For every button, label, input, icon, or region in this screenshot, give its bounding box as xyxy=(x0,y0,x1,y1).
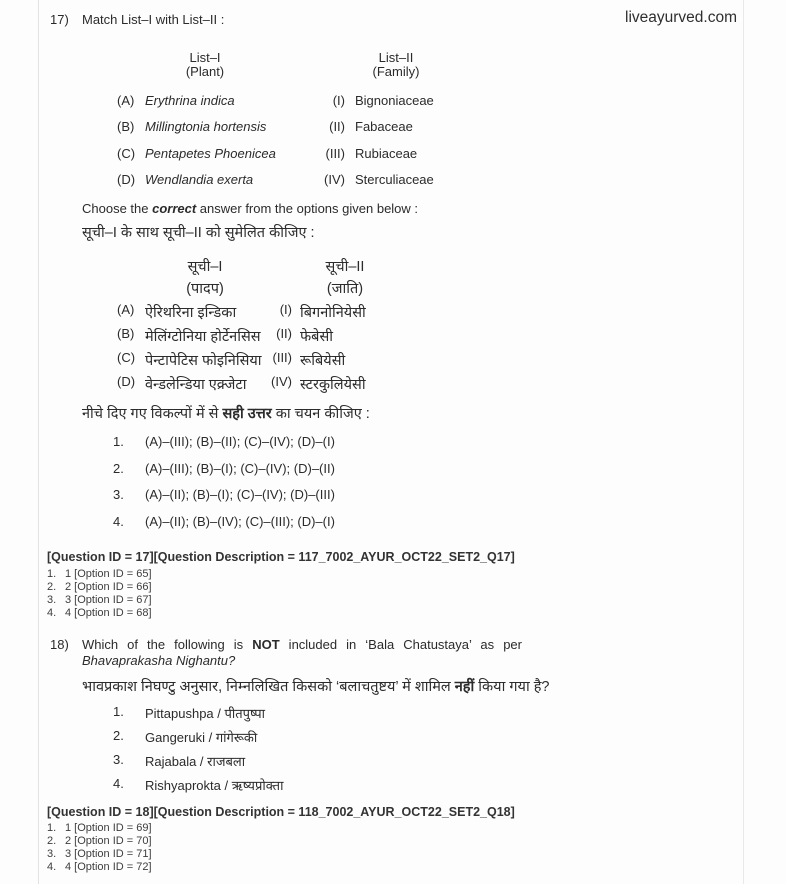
q18-prompt-hi xyxy=(82,676,550,696)
option-number: 4. xyxy=(113,776,124,791)
q17-choose-hi xyxy=(82,403,370,423)
family-name: Bignoniaceae xyxy=(355,93,434,108)
q17-meta-header: [Question ID = 17][Question Description = 117_7002_AYUR_OCT22_SET2_Q17] xyxy=(47,550,515,564)
q17-meta-option xyxy=(0,568,786,582)
option-number: 3. xyxy=(113,487,124,502)
match-row-en xyxy=(0,172,786,192)
q17-number: 17) xyxy=(50,12,69,27)
choose-en-post: answer from the options given below : xyxy=(196,201,419,216)
choose-hi-post: का चयन कीजिए : xyxy=(271,406,370,422)
q18-en-pre: Which of the following is xyxy=(82,637,253,652)
option-number: 1. xyxy=(113,704,124,719)
meta-option-text: 4 [Option ID = 72] xyxy=(65,861,152,873)
list1-title-en: List–I xyxy=(189,50,221,65)
match-letter: (C) xyxy=(117,146,136,161)
roman-numeral: (II) xyxy=(329,119,345,134)
option-text: (A)–(III); (B)–(I); (C)–(IV); (D)–(II) xyxy=(145,461,335,476)
plant-name: Millingtonia hortensis xyxy=(145,119,267,134)
match-letter: (A) xyxy=(117,302,135,317)
meta-option-text: 2 [Option ID = 70] xyxy=(65,835,152,847)
choose-en-bold: correct xyxy=(152,201,197,216)
roman-numeral: (IV) xyxy=(324,172,345,187)
meta-option-number: 4. xyxy=(47,861,57,873)
meta-option-text: 3 [Option ID = 71] xyxy=(65,848,152,860)
roman-numeral: (I) xyxy=(332,93,345,108)
list2-title-en: List–II xyxy=(378,50,414,65)
meta-option-number: 3. xyxy=(47,594,57,606)
option-text: (A)–(II); (B)–(IV); (C)–(III); (D)–(I) xyxy=(145,514,335,529)
q17-option xyxy=(0,487,786,507)
roman-numeral: (III) xyxy=(272,350,292,365)
q17-meta-option xyxy=(0,594,786,608)
q17-prompt-en: Match List–I with List–II : xyxy=(82,12,225,27)
option-number: 3. xyxy=(113,752,124,767)
option-number: 4. xyxy=(113,514,124,529)
q18-meta-option xyxy=(0,861,786,875)
q18-en-bold: NOT xyxy=(252,637,280,652)
q17-choose-en xyxy=(82,201,418,216)
meta-option-number: 1. xyxy=(47,822,57,834)
option-text: (A)–(III); (B)–(II); (C)–(IV); (D)–(I) xyxy=(145,434,335,449)
meta-option-text: 3 [Option ID = 67] xyxy=(65,594,152,606)
option-text: Rajabala / राजबला xyxy=(145,754,246,769)
choose-hi-bold: सही उत्तर xyxy=(222,406,272,422)
family-name: Sterculiaceae xyxy=(355,172,434,187)
roman-numeral: (III) xyxy=(325,146,345,161)
list1-sub-en: (Plant) xyxy=(185,64,225,79)
match-letter: (C) xyxy=(117,350,136,365)
plant-name: ऐरिथरिना इन्डिका xyxy=(145,305,237,321)
q18-option xyxy=(0,728,786,748)
list1-title-hi: सूची–I xyxy=(187,259,223,275)
q18-meta-header: [Question ID = 18][Question Description = 118_7002_AYUR_OCT22_SET2_Q18] xyxy=(47,805,515,819)
choose-en-pre: Choose the xyxy=(82,201,153,216)
meta-option-number: 4. xyxy=(47,607,57,619)
q18-option xyxy=(0,776,786,796)
family-name: रूबियेसी xyxy=(300,353,346,369)
meta-option-text: 1 [Option ID = 69] xyxy=(65,822,152,834)
list1-sub-hi: (पादप) xyxy=(186,281,224,297)
option-text: (A)–(II); (B)–(I); (C)–(IV); (D)–(III) xyxy=(145,487,335,502)
plant-name: वेन्डलेन्डिया एक्र्जेटा xyxy=(145,377,247,393)
q17-option xyxy=(0,514,786,534)
match-row-en xyxy=(0,119,786,139)
plant-name: Erythrina indica xyxy=(145,93,235,108)
option-number: 2. xyxy=(113,728,124,743)
family-name: बिगनोनियेसी xyxy=(300,305,366,321)
meta-option-text: 2 [Option ID = 66] xyxy=(65,581,152,593)
site-watermark: liveayurved.com xyxy=(625,9,737,26)
roman-numeral: (IV) xyxy=(271,374,292,389)
meta-option-number: 2. xyxy=(47,835,57,847)
plant-name: Pentapetes Phoenicea xyxy=(145,146,276,161)
match-row-hi xyxy=(0,302,786,322)
q17-prompt-hi: सूची–I के साथ सूची–II को सुमेलित कीजिए : xyxy=(82,225,315,241)
meta-option-number: 3. xyxy=(47,848,57,860)
option-text: Pittapushpa / पीतपुष्पा xyxy=(145,706,265,721)
plant-name: मेलिंग्टोनिया होर्टेनसिस xyxy=(145,329,261,345)
meta-option-text: 4 [Option ID = 68] xyxy=(65,607,152,619)
q18-hi-bold: नहीं xyxy=(454,679,475,695)
family-name: Fabaceae xyxy=(355,119,413,134)
meta-option-number: 1. xyxy=(47,568,57,580)
q18-prompt-en-line2: Bhavaprakasha Nighantu? xyxy=(82,653,236,668)
q18-hi-post: किया गया है? xyxy=(474,679,550,695)
match-row-hi xyxy=(0,374,786,394)
plant-name: पेन्टापेटिस फोइनिसिया xyxy=(145,353,262,369)
meta-option-number: 2. xyxy=(47,581,57,593)
roman-numeral: (I) xyxy=(279,302,292,317)
family-name: स्टरकुलियेसी xyxy=(300,377,366,393)
q18-option xyxy=(0,704,786,724)
option-number: 2. xyxy=(113,461,124,476)
plant-name: Wendlandia exerta xyxy=(145,172,254,187)
q17-option xyxy=(0,461,786,481)
roman-numeral: (II) xyxy=(276,326,292,341)
match-letter: (B) xyxy=(117,119,135,134)
match-letter: (D) xyxy=(117,172,136,187)
q18-number: 18) xyxy=(50,637,69,652)
list2-title-hi: सूची–II xyxy=(325,259,365,275)
q17-option xyxy=(0,434,786,454)
list2-sub-en: (Family) xyxy=(372,64,420,79)
family-name: फेबेसी xyxy=(300,329,334,345)
match-letter: (D) xyxy=(117,374,136,389)
match-row-hi xyxy=(0,350,786,370)
q18-meta-option xyxy=(0,835,786,849)
q18-prompt-en xyxy=(82,637,522,652)
match-row-en xyxy=(0,146,786,166)
match-row-en xyxy=(0,93,786,113)
option-text: Rishyaprokta / ऋष्यप्रोक्ता xyxy=(145,778,284,793)
meta-option-text: 1 [Option ID = 65] xyxy=(65,568,152,580)
q18-hi-pre: भावप्रकाश निघण्टु अनुसार, निम्नलिखित किसको ‘बलाचतुष्टय’ में शामिल xyxy=(82,679,455,695)
match-row-hi xyxy=(0,326,786,346)
q18-meta-option xyxy=(0,848,786,862)
q17-meta-option xyxy=(0,581,786,595)
q17-meta-option xyxy=(0,607,786,621)
choose-hi-pre: नीचे दिए गए विकल्पों में से xyxy=(82,406,223,422)
option-text: Gangeruki / गांगेरूकी xyxy=(145,730,258,745)
q18-option xyxy=(0,752,786,772)
list2-sub-hi: (जाति) xyxy=(326,281,364,297)
match-letter: (A) xyxy=(117,93,135,108)
option-number: 1. xyxy=(113,434,124,449)
match-letter: (B) xyxy=(117,326,135,341)
q18-en-post: included in ‘Bala Chatustaya’ as per xyxy=(279,637,522,652)
q18-meta-option xyxy=(0,822,786,836)
family-name: Rubiaceae xyxy=(355,146,418,161)
